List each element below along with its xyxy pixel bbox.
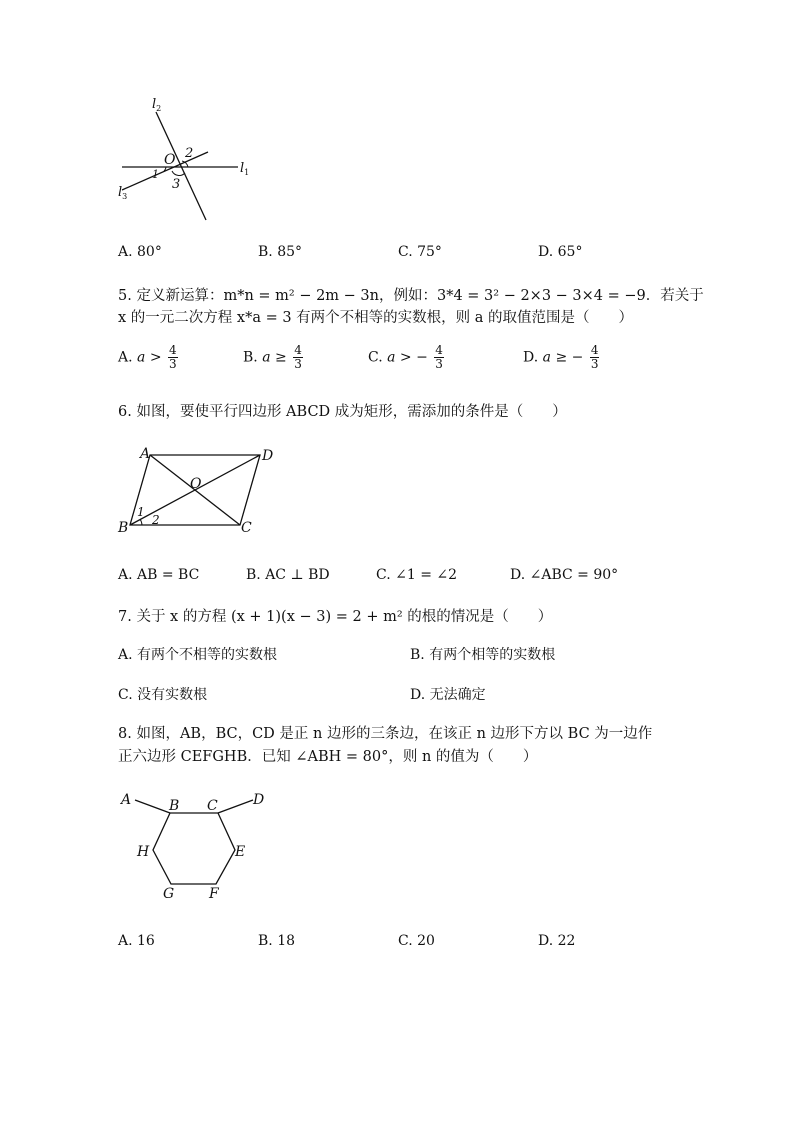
q8-option-a[interactable]: A. 16 [118,933,155,949]
edge-ab [135,800,170,813]
label-angle-2: 2 [185,146,194,161]
q6-option-b[interactable]: B. AC ⊥ BD [246,567,330,583]
q4-option-d[interactable]: D. 65° [538,244,583,260]
label-angle-3: 3 [172,177,181,192]
label-A: A [140,446,151,462]
q5-stem-line1: 5. 定义新运算：m*n = m² − 2m − 3n，例如：3*4 = 3² − 2×3 − 3×4 = −9．若关于 [118,288,704,304]
label-F: F [209,886,219,902]
label-l3: $l_3$ [118,185,128,201]
q8-figure [115,788,275,908]
label-D: D [262,448,274,464]
label-l2: $l_2$ [152,97,162,113]
q8-stem-line2: 正六边形 CEFGHB．已知 ∠ABH = 80°，则 n 的值为（ ） [118,749,538,765]
q5-stem-line2: x 的一元二次方程 x*a = 3 有两个不相等的实数根，则 a 的取值范围是（ ） [118,310,634,326]
q7-option-a[interactable]: A. 有两个不相等的实数根 [118,647,278,663]
label-C: C [241,520,252,536]
q6-figure [110,440,290,540]
q6-option-c[interactable]: C. ∠1 = ∠2 [376,567,458,583]
q7-option-c[interactable]: C. 没有实数根 [118,687,208,703]
label-H: H [137,844,150,860]
hexagon-cefghb [153,813,235,884]
q7-option-d[interactable]: D. 无法确定 [410,687,486,703]
q4-option-c[interactable]: C. 75° [398,244,442,260]
q8-option-c[interactable]: C. 20 [398,933,435,949]
q6-option-a[interactable]: A. AB = BC [118,567,200,583]
label-B: B [169,798,180,814]
q4-option-a[interactable]: A. 80° [118,244,162,260]
label-angle-1: 1 [137,505,145,519]
q5-option-c[interactable]: C. a > − $\frac{4}{3}$ [368,343,443,371]
q6-stem: 6. 如图，要使平行四边形 ABCD 成为矩形，需添加的条件是（ ） [118,404,567,420]
label-B: B [118,520,129,536]
q4-option-b[interactable]: B. 85° [258,244,303,260]
label-angle-2: 2 [152,513,160,527]
q8-option-b[interactable]: B. 18 [258,933,296,949]
q6-option-d[interactable]: D. ∠ABC = 90° [510,567,619,583]
label-G: G [163,886,175,902]
label-A: A [121,792,132,808]
q7-option-b[interactable]: B. 有两个相等的实数根 [410,647,556,663]
label-E: E [235,844,246,860]
label-O: O [164,152,176,168]
q5-option-b[interactable]: B. a ≥ $\frac{4}{3}$ [243,343,302,371]
label-C: C [207,798,218,814]
q5-option-d[interactable]: D. a ≥ − $\frac{4}{3}$ [523,343,599,371]
q4-figure [110,90,270,225]
q8-option-d[interactable]: D. 22 [538,933,576,949]
label-l1: $l_1$ [240,161,250,177]
q7-stem: 7. 关于 x 的方程 (x + 1)(x − 3) = 2 + m² 的根的情况是（ ） [118,609,553,625]
q5-option-a[interactable]: A. a > $\frac{4}{3}$ [118,343,177,371]
label-angle-1: 1 [152,168,159,181]
label-O: O [190,476,202,492]
q8-stem-line1: 8. 如图，AB，BC，CD 是正 n 边形的三条边，在该正 n 边形下方以 BC 为一边作 [118,726,653,742]
angle-arc-b [140,519,142,525]
edge-cd [218,800,253,813]
label-D: D [253,792,265,808]
